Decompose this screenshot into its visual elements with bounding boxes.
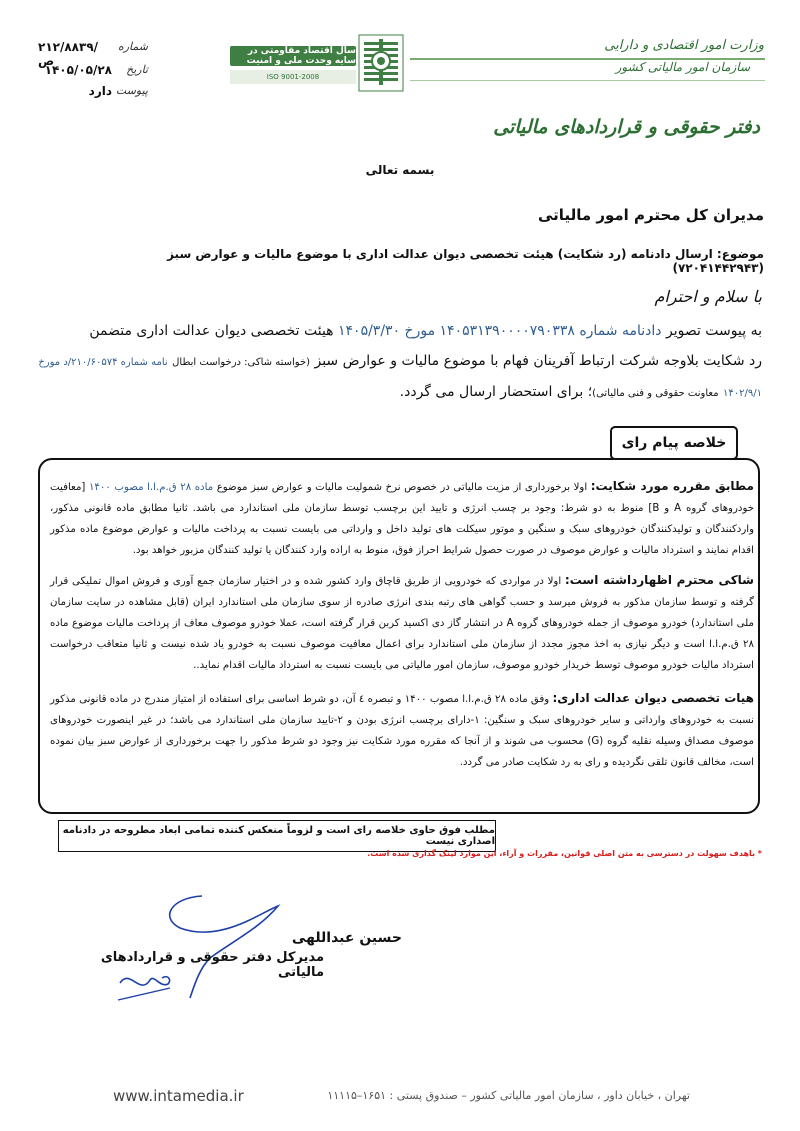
signer-name: حسین عبداللهی	[291, 930, 402, 946]
attachment-label: پیوست	[115, 84, 148, 97]
attachment-row	[38, 84, 148, 104]
letter-date-link[interactable]: ۱۴۰۲/۹/۱	[723, 388, 762, 399]
addressee: مدیران کل محترم امور مالیاتی	[538, 206, 764, 224]
handwritten-signature	[110, 888, 310, 1008]
law-article-link[interactable]: ماده ۲۸ ق.م.ا.ا مصوب ۱۴۰۰	[88, 482, 214, 493]
besmellah: بسمه تعالی	[365, 163, 435, 177]
paragraph-title: مطابق مقرره مورد شکایت:	[590, 479, 754, 493]
letter-subject: موضوع: ارسال دادنامه (رد شکایت) هیئت تخصصی دیوان عدالت اداری با موضوع مالیات و عوارض سبز (۷۲۰۴۱۴۴۲۹۴۳)	[167, 247, 764, 275]
summary-paragraph-1	[50, 476, 754, 561]
paragraph-title: شاکی محترم اظهارداشته است:	[564, 573, 754, 587]
number-label: شماره	[117, 40, 148, 53]
organization-title: سازمان امور مالیاتی کشور	[615, 60, 750, 74]
emblem-icon	[358, 34, 404, 92]
body-text: رد شکایت بلاوجه شرکت ارتباط آفرینان فهام با موضوع مالیات و عوارض سبز	[314, 353, 762, 369]
summary-label: خلاصه پیام رای	[610, 426, 738, 460]
paragraph-text: [معافیت خودروهای گروه A و B] منوط به دو شرط: وجود بر چسب انرژی و تایید این برچسب توسط سازمان ملی استاندارد می باشد. ثانیا مطابق ماده قانونی مذکور، واردکنندگان و تولیدکنندگان خودروهای سبک و سنگین و موتور سیکلت های تولید داخل و وارداتی می بایست نسبت به پرداخت مالیات و عوارض موضوع ماده مذکور اقدام نمایند و استرداد مالیات و عوارض موصوف در صورت حصول شرایط احراز فوق، منوط به اراده وارد کنندگان یا تولید کنندگان مزبور خواهد بود.	[50, 482, 754, 556]
body-line-1	[62, 322, 762, 340]
letter-number: ۲۱۲/۸۸۳۹/ص	[38, 40, 99, 68]
attachment-value: دارد	[88, 84, 112, 98]
slogan-text: سال اقتصاد مقاومتی در سایه وحدت ملی و امنیت	[230, 46, 356, 66]
summary-paragraph-2	[50, 570, 754, 676]
header-divider-thin	[410, 80, 765, 81]
slogan-banner	[230, 40, 356, 88]
ministry-title: وزارت امور اقتصادی و دارایی	[604, 38, 764, 53]
summary-paragraph-3	[50, 688, 754, 773]
paragraph-text: اولا برخورداری از مزیت مالیاتی در خصوص نرخ شمولیت مالیات و عوارض سبز موضوع	[216, 482, 588, 493]
body-line-2	[38, 352, 762, 370]
date-label: تاریخ	[126, 63, 148, 76]
body-line-3	[62, 383, 762, 401]
body-text: به پیوست تصویر	[665, 323, 762, 339]
paragraph-text: اولا در مواردی که خودرویی از طریق قاچاق وارد کشور شده و در اختیار سازمان جمع آوری و فروش اموال تملیکی قرار گرفته و توسط سازمان مذکور به فروش میرسد و حسب گواهی های رتبه بندی انرژی صادره از سوی سازمان ملی استاندارد ایران (قابل مشاهده در سایت سازمان ملی استاندارد) خودرو موصوف از جمله خودروهای گروه A در انتشار گاز دی اکسید کربن قرار گرفته است، عملا خودرو موصوف معاف از پرداخت مالیات موضوع ماده ۲۸ ق.م.ا.ا است و دیگر نیازی به اخذ مجوز مجدد از سازمان ملی استاندارد برای اعمال معافیت موصوف نسبت به خودرو یاد شده نیست و ثانیا متعاقب درخواست استرداد مالیات خودرو موصوف توسط خریدار خودرو موصوف، سازمان امور مالیاتی می بایست نسبت به استرداد مالیات اقدام نماید..	[50, 576, 754, 671]
letter-date-row	[38, 63, 148, 83]
letter-number-row	[38, 40, 148, 68]
body-text: هیئت تخصصی دیوان عدالت اداری متضمن	[89, 323, 334, 339]
links-disclaimer: * باهدف سهولت در دسترسی به متن اصلی قوانین، مقررات و آراء، این موارد لینک گذاری شده است.	[367, 849, 762, 858]
paragraph-title: هیات تخصصی دیوان عدالت اداری:	[552, 691, 755, 705]
body-small-text: معاونت حقوقی و فنی مالیاتی)	[592, 388, 719, 399]
letter-date: ۱۴۰۵/۰۵/۲۸	[44, 63, 112, 77]
body-small-text: (خواسته شاکی: درخواست ابطال	[172, 357, 311, 368]
office-title: دفتر حقوقی و قراردادهای مالیاتی	[493, 116, 760, 138]
footer-address: تهران ، خیابان داور ، سازمان امور مالیاتی کشور – صندوق پستی : ۱۶۵۱–۱۱۱۱۵	[327, 1089, 690, 1102]
body-text: ؛ برای استحضار ارسال می گردد.	[399, 384, 593, 400]
greeting: با سلام و احترام	[654, 287, 762, 306]
iso-text: ISO 9001-2008	[230, 70, 356, 84]
summary-note: مطلب فوق حاوی خلاصه رای است و لزوماً منعکس کننده تمامی ابعاد مطروحه در دادنامه اصداری نیست	[58, 820, 496, 852]
letter-link[interactable]: نامه شماره ۲۱۰/۶۰۵۷۴/د مورخ	[38, 357, 168, 368]
verdict-link[interactable]: دادنامه شماره ۱۴۰۵۳۱۳۹۰۰۰۰۷۹۰۳۳۸ مورخ ۱۴۰۵/۳/۳۰	[338, 323, 662, 339]
signer-title: مدیرکل دفتر حقوقی و قراردادهای مالیاتی	[100, 950, 324, 980]
footer-url[interactable]: www.intamedia.ir	[113, 1087, 244, 1105]
paragraph-text: وفق ماده ۲۸ ق.م.ا.ا مصوب ۱۴۰۰ و تبصره ٤ آن، دو شرط اساسی برای استفاده از امتیاز مندرج در ماده قانونی مذکور نسبت به خودروهای وارداتی و سایر خودروهای سبک و سنگین: ۱-دارای برچسب انرژی بودن و ۲-تایید سازمان ملی استاندارد می باشد؛ در غیر اینصورت خودروهای موصوف مصداق وسیله نقلیه گروه (G) محسوب می شوند و از آنجا که مقرره مورد شکایت نیز وجود دو شرط مذکور را جهت برخورداری از عوارض سبز بیان نموده است، مخالف قانون تلقی نگردیده و رای به رد شکایت صادر می گردد.	[50, 694, 754, 768]
